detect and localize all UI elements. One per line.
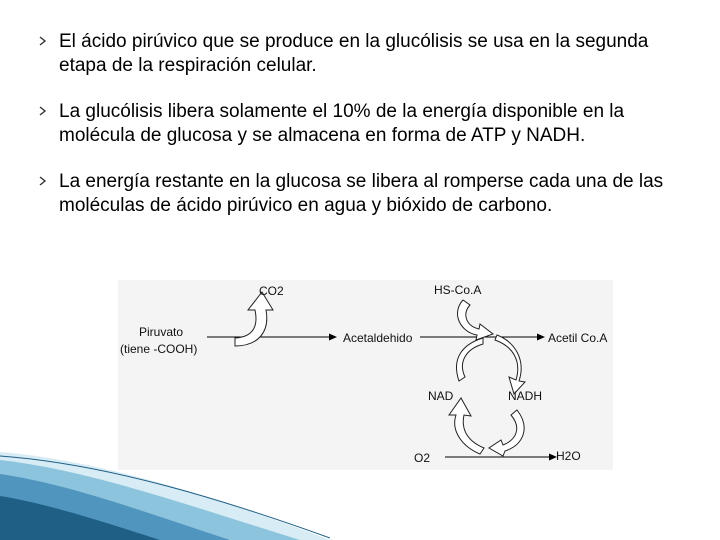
piruvato-label: Piruvato — [139, 325, 184, 339]
bullet-icon — [38, 31, 48, 51]
acetaldehido-label: Acetaldehido — [343, 331, 413, 345]
o2-label: O2 — [414, 451, 431, 465]
nadh-label: NADH — [508, 389, 543, 403]
corner-swoosh-decoration — [0, 448, 330, 540]
bullet-icon — [38, 171, 48, 191]
h2o-label: H2O — [556, 449, 581, 463]
hscoa-label: HS-Co.A — [434, 283, 482, 297]
co2-label: CO2 — [259, 284, 284, 298]
metabolic-pathway-diagram — [115, 280, 615, 470]
bullet-item — [38, 30, 688, 78]
bullet-item — [38, 170, 688, 218]
bullet-text: La glucólisis libera solamente el 10% de la energía disponible en la molécula de glucosa y se almacena en forma de ATP y NADH. — [59, 101, 625, 146]
diagram-background — [118, 280, 613, 470]
bullet-text: El ácido pirúvico que se produce en la glucólisis se usa en la segunda etapa de la respiración celular. — [59, 31, 649, 76]
nad-label: NAD — [428, 389, 454, 403]
bullet-text: La energía restante en la glucosa se libera al romperse cada una de las moléculas de ácido pirúvico en agua y bióxido de carbono. — [59, 171, 664, 216]
bullet-list — [38, 30, 688, 240]
bullet-item — [38, 100, 688, 148]
acetilcoa-label: Acetil Co.A — [548, 331, 608, 345]
bullet-icon — [38, 101, 48, 121]
piruvato-subtitle: (tiene -COOH) — [120, 342, 198, 356]
